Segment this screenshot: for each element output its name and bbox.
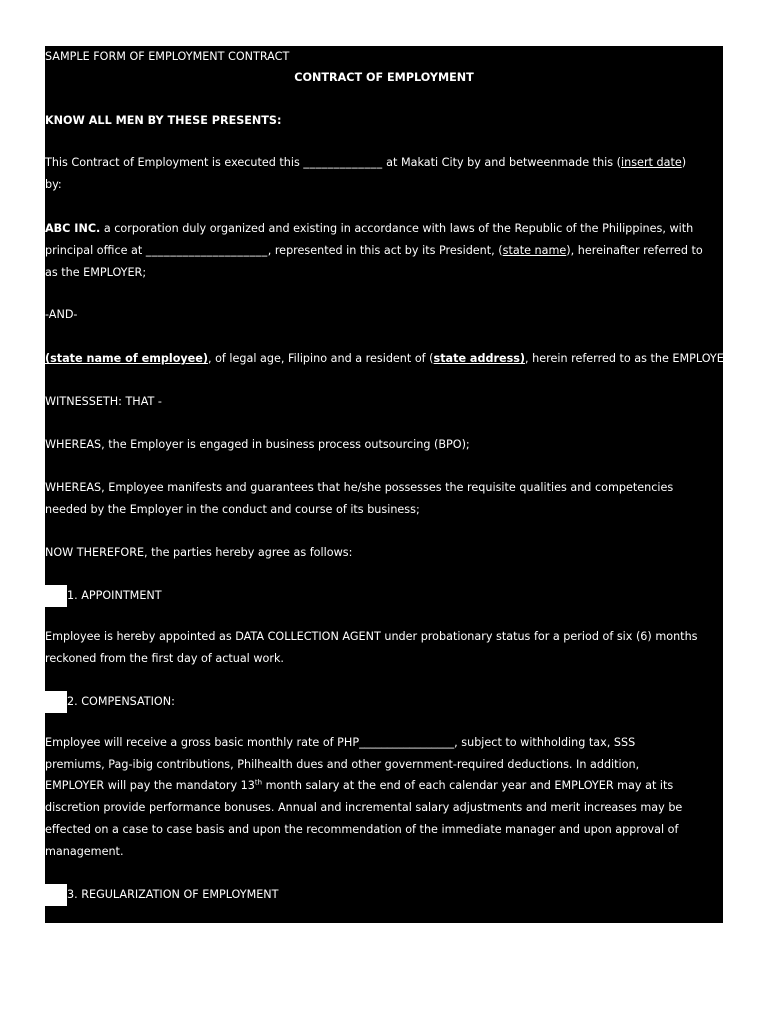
employee-name-placeholder: (state name of employee) [45, 352, 208, 365]
superscript-th: th [254, 778, 263, 787]
employer-line-2 [45, 240, 723, 262]
section-2-line-4: discretion provide performance bonuses. Annual and incremental salary adjustments and merit increases may be [45, 801, 683, 814]
and-separator: -AND- [45, 308, 78, 321]
section-2-line-6: management. [45, 845, 124, 858]
sample-form-label: SAMPLE FORM OF EMPLOYMENT CONTRACT [45, 50, 290, 63]
hereinafter-text: ), hereinafter referred to [566, 244, 703, 257]
whereas-1: WHEREAS, the Employer is engaged in business process outsourcing (BPO); [45, 438, 470, 451]
office-blank: ____________________ [145, 244, 268, 257]
execution-line-2: by: [45, 178, 62, 191]
section-2-heading: 2. COMPENSATION: [67, 695, 175, 708]
execution-line [45, 152, 723, 174]
execution-post: ) [681, 156, 687, 169]
employer-line-3: as the EMPLOYER; [45, 266, 147, 279]
date-blank: _____________ [303, 156, 383, 169]
section-1-line-1: Employee is hereby appointed as DATA COLLECTION AGENT under probationary status for a period of six (6) months [45, 630, 698, 643]
section-2-line-3-rest: month salary at the end of each calendar year and EMPLOYER may at its [262, 779, 674, 792]
section-2-line-3-pre: EMPLOYER will pay the mandatory 13 [45, 779, 255, 792]
employee-line [45, 348, 735, 370]
document-title: CONTRACT OF EMPLOYMENT [294, 71, 474, 84]
section-3-heading: 3. REGULARIZATION OF EMPLOYMENT [67, 888, 279, 901]
employer-name: ABC INC. [45, 222, 101, 235]
section-2-heading-row [45, 691, 723, 713]
section-1-line-2: reckoned from the first day of actual work. [45, 652, 284, 665]
execution-mid: at Makati City by and betweenmade this ( [382, 156, 622, 169]
know-all-heading: KNOW ALL MEN BY THESE PRESENTS: [45, 114, 282, 127]
execution-text: This Contract of Employment is executed this [45, 156, 304, 169]
section-1-heading: 1. APPOINTMENT [67, 589, 162, 602]
employer-line-1 [45, 218, 723, 240]
state-name-placeholder: state name [502, 244, 567, 257]
employee-mid: , of legal age, Filipino and a resident of ( [207, 352, 434, 365]
section-bullet-block [45, 884, 67, 906]
represented-text: , represented in this act by its President, ( [267, 244, 503, 257]
insert-date-placeholder: insert date [621, 156, 682, 169]
employee-address-placeholder: state address) [433, 352, 526, 365]
section-2-line-2: premiums, Pag-ibig contributions, Philhealth dues and other government-required deductions. In addition, [45, 758, 640, 771]
section-3-heading-row [45, 884, 723, 906]
section-1-heading-row [45, 585, 723, 607]
section-2-line-1: Employee will receive a gross basic monthly rate of PHP_________________, subject to withholding tax, SSS [45, 736, 636, 749]
document-page [45, 46, 735, 923]
principal-office-text: principal office at [45, 244, 146, 257]
section-2-line-5: effected on a case to case basis and upon the recommendation of the immediate manager and upon approval of [45, 823, 679, 836]
now-therefore: NOW THEREFORE, the parties hereby agree as follows: [45, 546, 353, 559]
whereas-2-line-2: needed by the Employer in the conduct and course of its business; [45, 503, 420, 516]
section-bullet-block [45, 691, 67, 713]
witnesseth-heading: WITNESSETH: THAT - [45, 395, 162, 408]
section-bullet-block [45, 585, 67, 607]
section-2-line-3 [45, 775, 723, 797]
whereas-2-line-1: WHEREAS, Employee manifests and guarantees that he/she possesses the requisite qualities and competencies [45, 481, 674, 494]
employer-desc: a corporation duly organized and existing in accordance with laws of the Republic of the Philippines, with [100, 222, 694, 235]
employee-post: , herein referred to as the EMPLOYEE. [525, 352, 735, 365]
